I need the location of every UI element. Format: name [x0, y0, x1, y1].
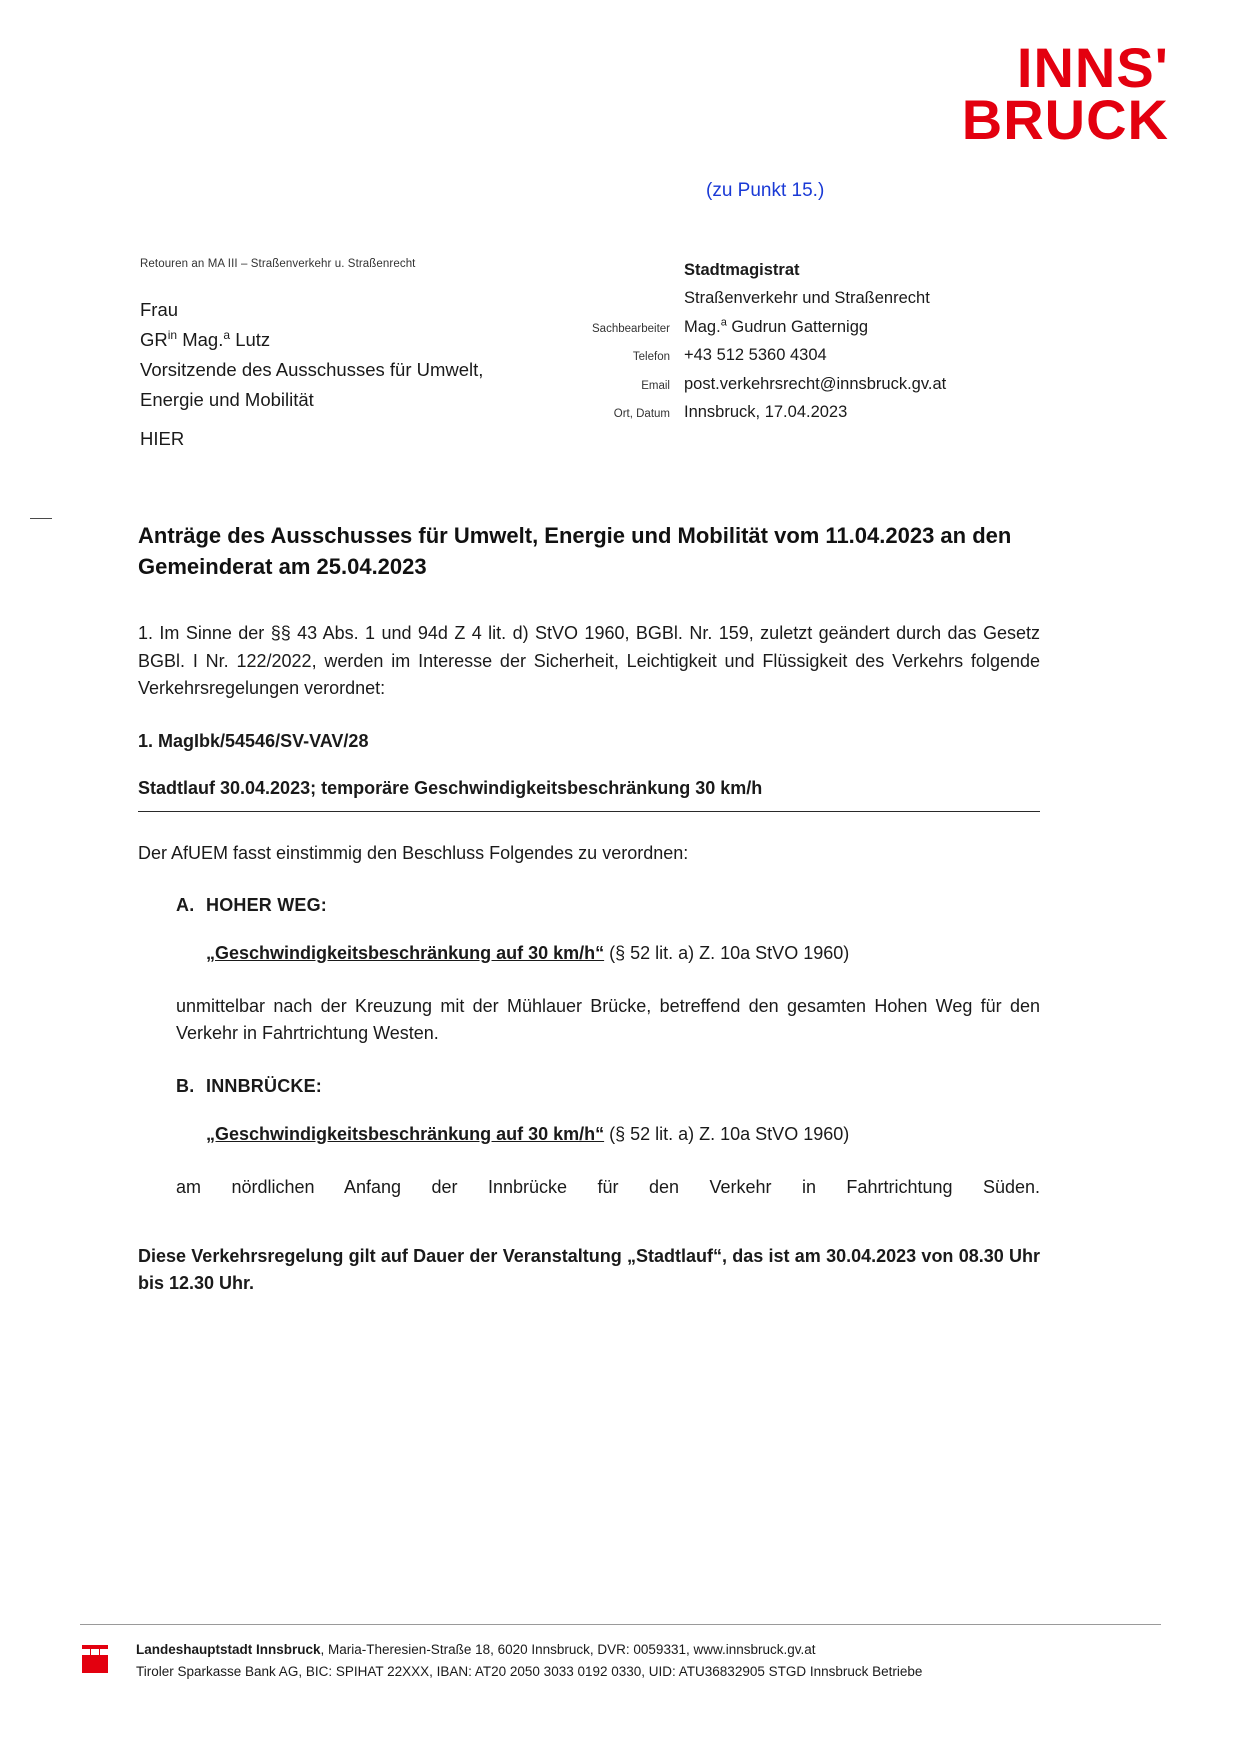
contact-ort-datum: Innsbruck, 17.04.2023: [684, 402, 848, 421]
contact-row-sachbearbeiter: [574, 313, 1094, 341]
measure-item-b-heading: [138, 1076, 1040, 1097]
addressee-surname: Lutz: [230, 328, 271, 350]
logo-line-1: INNS': [1016, 36, 1169, 99]
contact-row-org: [574, 256, 1094, 284]
fold-mark: [30, 518, 52, 519]
contact-sachbearbeiter-pre: Mag.: [684, 317, 721, 336]
contact-sachbearbeiter-post: Gudrun Gatternigg: [726, 317, 869, 336]
measure-item-a-title: HOHER WEG:: [206, 894, 327, 915]
addressee-gr-prefix: GR: [140, 328, 168, 350]
case-number: 1. MagIbk/54546/SV-VAV/28: [138, 730, 369, 751]
footer-city-name: Landeshauptstadt Innsbruck: [136, 1642, 321, 1658]
return-address-line: Retouren an MA III – Straßenverkehr u. Straßenrecht: [140, 258, 416, 270]
measure-item-b-quote-line: [138, 1121, 1040, 1148]
measure-item-a-quote-line: [138, 940, 1040, 967]
closing-paragraph: Diese Verkehrsregelung gilt auf Dauer der Veranstaltung „Stadtlauf“, das ist am 30.04.2023 von 08.30 Uhr bis 12.30 Uhr.: [138, 1245, 1040, 1293]
resolution-paragraph: Der AfUEM fasst einstimmig den Beschluss Folgendes zu verordnen:: [138, 842, 689, 863]
contact-block: [574, 256, 1094, 426]
contact-label-sachbearbeiter: Sachbearbeiter: [592, 322, 670, 335]
contact-telefon[interactable]: +43 512 5360 4304: [684, 346, 827, 365]
contact-label-email: Email: [641, 379, 670, 392]
addressee-hier: HIER: [140, 428, 185, 449]
contact-row-department: [574, 284, 1094, 312]
contact-org-title: Stadtmagistrat: [684, 261, 800, 279]
document-body: [138, 520, 1040, 1297]
contact-sachbearbeiter-sup: a: [720, 316, 727, 329]
measure-item-a-detail: unmittelbar nach der Kreuzung mit der Mühlauer Brücke, betreffend den gesamten Hohen Weg für den Verkehr in Fahrtrichtung Westen.: [176, 995, 1040, 1044]
contact-label-ort-datum: Ort, Datum: [613, 407, 670, 420]
city-crest-icon: [80, 1639, 114, 1675]
addressee-line-4: Energie und Mobilität: [140, 388, 314, 410]
contact-row-email: [574, 370, 1094, 398]
logo-line-2: BRUCK: [961, 87, 1169, 151]
measure-item-b-title: INNBRÜCKE:: [206, 1075, 322, 1096]
addressee-line-1: Frau: [140, 299, 179, 320]
addressee-block: [140, 295, 483, 415]
measure-item-b-quote: „Geschwindigkeitsbeschränkung auf 30 km/h“: [206, 1123, 605, 1144]
spacer-after-rule: [138, 820, 1040, 840]
page-footer: [80, 1624, 1161, 1682]
footer-text-block: [114, 1639, 922, 1682]
footer-city-details: , Maria-Theresien-Straße 18, 6020 Innsbruck, DVR: 0059331, www.innsbruck.gv.at: [320, 1642, 816, 1658]
measure-item-a-letter: A.: [176, 894, 195, 915]
contact-row-telefon: [574, 341, 1094, 369]
measure-item-b-letter: B.: [176, 1075, 195, 1096]
addressee-gr-suffix: in: [167, 327, 178, 342]
measure-item-a-quote-ref: (§ 52 lit. a) Z. 10a StVO 1960): [604, 942, 850, 963]
addressee-mag: Mag.: [177, 328, 224, 350]
intro-paragraph: 1. Im Sinne der §§ 43 Abs. 1 und 94d Z 4 lit. d) StVO 1960, BGBl. Nr. 159, zuletzt geändert durch das Gesetz BGBl. I Nr. 122/2022, werden im Interesse der Sicherheit, Leichtigkeit und Flüssigkeit des Verkehrs folgende Verkehrsregelungen verordnet:: [138, 623, 1040, 699]
contact-email[interactable]: post.verkehrsrecht@innsbruck.gv.at: [684, 374, 947, 393]
contact-department: Straßenverkehr und Straßenrecht: [684, 289, 930, 308]
measure-item-b-quote-ref: (§ 52 lit. a) Z. 10a StVO 1960): [604, 1123, 850, 1144]
contact-sachbearbeiter: [684, 313, 868, 341]
measure-item-a-quote: „Geschwindigkeitsbeschränkung auf 30 km/h“: [206, 942, 605, 963]
agenda-point-note: (zu Punkt 15.): [706, 180, 825, 201]
measure-item-a-heading: [138, 895, 1040, 916]
addressee-mag-suffix: a: [223, 327, 231, 342]
case-subject: Stadtlauf 30.04.2023; temporäre Geschwindigkeitsbeschränkung 30 km/h: [138, 778, 1040, 812]
addressee-line-2: [140, 325, 483, 355]
contact-row-ort-datum: [574, 398, 1094, 426]
addressee-line-3: Vorsitzende des Ausschusses für Umwelt,: [140, 358, 484, 380]
innsbruck-logo: [961, 36, 1169, 151]
footer-line-2: Tiroler Sparkasse Bank AG, BIC: SPIHAT 22XXX, IBAN: AT20 2050 3033 0192 0330, UID: ATU36832905 STGD Innsbruck Betriebe: [136, 1663, 923, 1679]
measure-item-b-detail: am nördlichen Anfang der Innbrücke für den Verkehr in Fahrtrichtung Süden.: [176, 1176, 1040, 1197]
page-title: Anträge des Ausschusses für Umwelt, Energie und Mobilität vom 11.04.2023 an den Gemeinderat am 25.04.2023: [138, 523, 1012, 580]
footer-line-1: [136, 1639, 922, 1660]
contact-label-telefon: Telefon: [632, 351, 670, 364]
